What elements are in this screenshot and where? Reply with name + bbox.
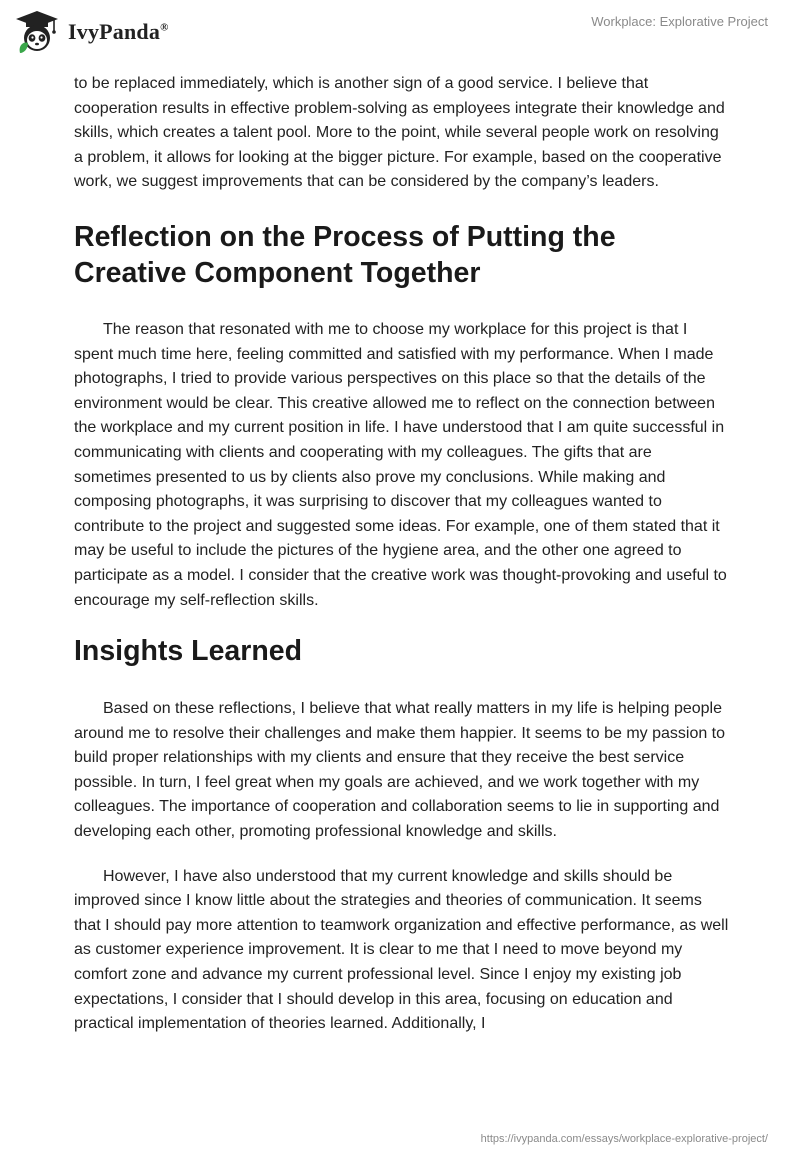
heading-insights: Insights Learned	[74, 635, 303, 668]
reflection-paragraph: The reason that resonated with me to choose my workplace for this project is that I spent much time here, feeling committed and satisfied with my performance. When I made photographs, I tried to provide various perspectives on this place so that the details of the environment would be clear. This creative allowed me to reflect on the connection between the workplace and my current position in life. I have understood that I am quite successful in communicating with clients and cooperating with my colleagues. The gifts that are sometimes presented to us by clients also prove my conclusions. While making and composing photographs, it was surprising to discover that my colleagues wanted to contribute to the project and suggested some ideas. For example, one of them stated that it may be useful to include the pictures of the hygiene area, and the other one agreed to participate as a model. I consider that the creative work was thought-provoking and useful to encourage my self-reflection skills.	[74, 320, 727, 609]
panda-graduate-icon	[14, 9, 60, 55]
insights-paragraph-2: However, I have also understood that my current knowledge and skills should be improved since I know little about the strategies and theories of communication. It seems that I should pay more attention to teamwork organization and effective performance, as well as customer experience improvement. It is clear to me that I need to move beyond my comfort zone and advance my current professional level. Since I enjoy my existing job expectations, I consider that I should develop in this area, focusing on education and practical implementation of theories learned. Additionally, I	[74, 867, 729, 1033]
document-title: Workplace: Explorative Project	[591, 14, 768, 29]
heading-reflection: Reflection on the Process of Putting the Creative Component Together	[74, 220, 616, 289]
page-header	[0, 0, 800, 70]
source-url[interactable]: https://ivypanda.com/essays/workplace-explorative-project/	[480, 1133, 768, 1145]
essay-content	[74, 70, 729, 1037]
insights-paragraph-1: Based on these reflections, I believe that what really matters in my life is helping people around me to resolve their challenges and make them happier. It seems to be my passion to build proper relationships with my clients and ensure that they receive the best service possible. In turn, I feel great when my goals are achieved, and we work together with my colleagues. The importance of cooperation and collaboration seems to lie in supporting and developing each other, promoting professional knowledge and skills.	[74, 700, 726, 841]
continued-paragraph: to be replaced immediately, which is another sign of a good service. I believe that cooperation results in effective problem-solving as employees integrate their knowledge and skills, which creates a talent pool. More to the point, while several people work on resolving a problem, it allows for looking at the bigger picture. For example, based on the cooperative work, we suggest improvements that can be considered by the company’s leaders.	[74, 75, 725, 191]
brand-name: IvyPanda®	[68, 19, 169, 44]
ivypanda-logo[interactable]	[14, 9, 169, 55]
